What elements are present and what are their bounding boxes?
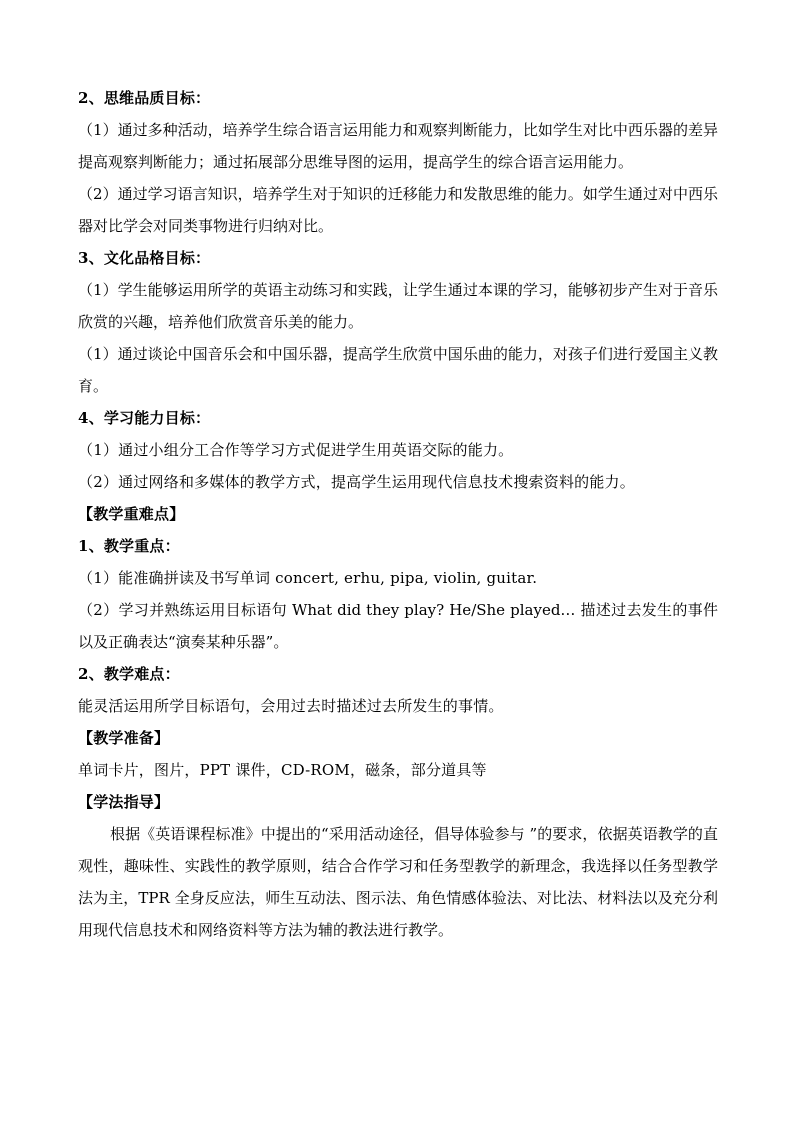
section-4-item-2: （2）通过网络和多媒体的教学方式，提高学生运用现代信息技术搜索资料的能力。 — [78, 473, 635, 491]
section-2-item-2: （2）通过学习语言知识，培养学生对于知识的迁移能力和发散思维的能力。如学生通过对中西乐器对比学会对同类事物进行归纳对比。 — [78, 185, 718, 235]
section-4-item-1: （1）通过小组分工合作等学习方式促进学生用英语交际的能力。 — [78, 441, 514, 459]
preparation-item-1: 单词卡片，图片，PPT 课件，CD-ROM，磁条，部分道具等 — [78, 761, 487, 779]
section-4-heading: 4、学习能力目标： — [78, 409, 211, 427]
key-point-2-heading: 2、教学难点： — [78, 665, 180, 683]
section-3-heading: 3、文化品格目标： — [78, 249, 211, 267]
key-point-1-heading: 1、教学重点： — [78, 537, 180, 555]
document-page — [78, 82, 718, 946]
key-point-1-item-2: （2）学习并熟练运用目标语句 What did they play? He/She played… 描述过去发生的事件以及正确表达“演奏某种乐器”。 — [78, 601, 718, 651]
section-2-heading: 2、思维品质目标： — [78, 89, 211, 107]
method-paragraph: 根据《英语课程标准》中提出的“采用活动途径，倡导体验参与 ”的要求，依据英语教学的直观性，趣味性、实践性的教学原则，结合合作学习和任务型教学的新理念，我选择以任务型教学法为主，TPR 全身反应法，师生互动法、图示法、角色情感体验法、对比法、材料法以及充分利用现代信息技术和网络资料等方法为辅的教法进行教学。 — [78, 825, 718, 939]
key-points-heading: 【教学重难点】 — [78, 505, 185, 523]
key-point-2-item-1: 能灵活运用所学目标语句，会用过去时描述过去所发生的事情。 — [78, 697, 504, 715]
method-heading: 【学法指导】 — [78, 793, 170, 811]
section-2-item-1: （1）通过多种活动，培养学生综合语言运用能力和观察判断能力，比如学生对比中西乐器的差异提高观察判断能力；通过拓展部分思维导图的运用，提高学生的综合语言运用能力。 — [78, 121, 718, 171]
section-3-item-2: （1）通过谈论中国音乐会和中国乐器，提高学生欣赏中国乐曲的能力，对孩子们进行爱国主义教育。 — [78, 345, 718, 395]
section-3-item-1: （1）学生能够运用所学的英语主动练习和实践，让学生通过本课的学习，能够初步产生对于音乐欣赏的兴趣，培养他们欣赏音乐美的能力。 — [78, 281, 718, 331]
key-point-1-item-1: （1）能准确拼读及书写单词 concert, erhu, pipa, violin, guitar. — [78, 569, 538, 587]
preparation-heading: 【教学准备】 — [78, 729, 170, 747]
